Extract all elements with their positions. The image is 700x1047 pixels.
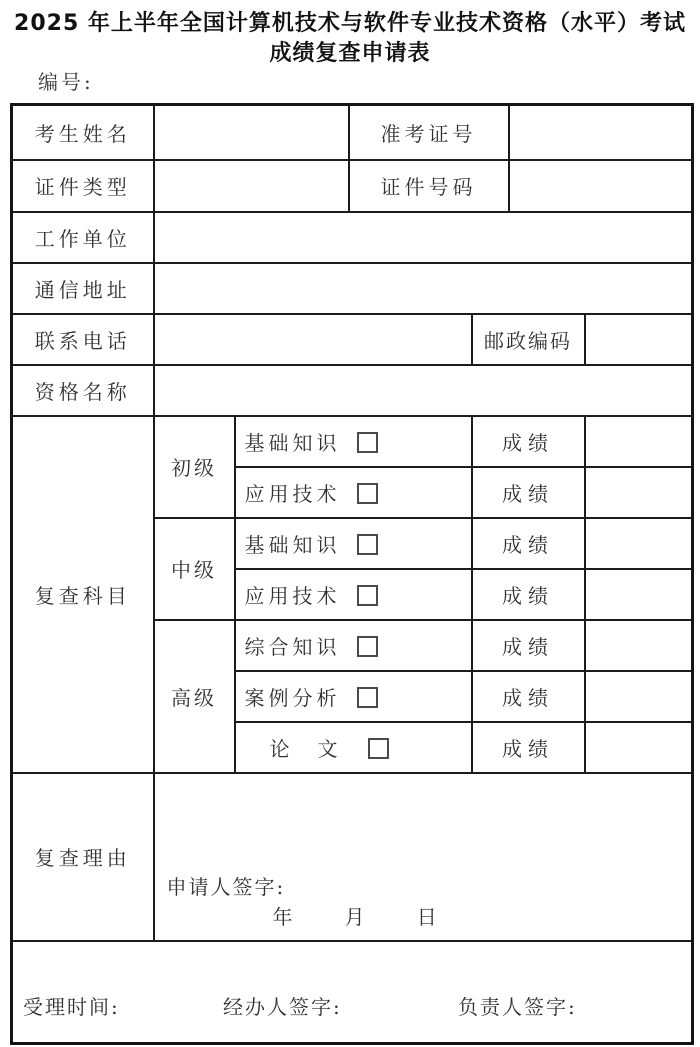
mailing-address-label: 通信地址 <box>12 263 154 314</box>
candidate-name-label: 考生姓名 <box>12 105 154 160</box>
table-row <box>12 160 693 212</box>
subject-senior-thesis <box>235 722 472 773</box>
checkbox-senior-thesis[interactable] <box>368 738 389 759</box>
score-field-junior-applied[interactable] <box>585 467 693 518</box>
subject-junior-applied-label: 应用技术 <box>244 481 341 506</box>
checkbox-intermediate-basic-knowledge[interactable] <box>357 534 378 555</box>
handler-signature-label: 经办人签字: <box>223 995 342 1019</box>
table-row <box>12 365 693 416</box>
score-field-intermediate-basic[interactable] <box>585 518 693 569</box>
table-row <box>12 212 693 263</box>
subject-senior-case-label: 案例分析 <box>244 685 341 710</box>
score-label: 成绩 <box>472 671 585 722</box>
score-label: 成绩 <box>472 569 585 620</box>
score-field-senior-thesis[interactable] <box>585 722 693 773</box>
id-type-field[interactable] <box>154 160 349 212</box>
score-field-intermediate-applied[interactable] <box>585 569 693 620</box>
manager-signature-label: 负责人签字: <box>458 995 577 1019</box>
subject-junior-basic <box>235 416 472 467</box>
score-field-senior-case[interactable] <box>585 671 693 722</box>
level-senior-label: 高级 <box>154 620 235 773</box>
score-label: 成绩 <box>472 467 585 518</box>
checkbox-senior-case-analysis[interactable] <box>357 687 378 708</box>
footer-cell <box>12 941 693 1044</box>
subject-intermediate-basic-label: 基础知识 <box>244 532 341 557</box>
checkbox-junior-applied-technology[interactable] <box>357 483 378 504</box>
qualification-name-label: 资格名称 <box>12 365 154 416</box>
checkbox-intermediate-applied-technology[interactable] <box>357 585 378 606</box>
subject-intermediate-basic <box>235 518 472 569</box>
subject-intermediate-applied-label: 应用技术 <box>244 583 341 608</box>
work-unit-field[interactable] <box>154 212 693 263</box>
subject-senior-comprehensive-label: 综合知识 <box>244 634 341 659</box>
review-subjects-label: 复查科目 <box>12 416 154 773</box>
review-reason-label: 复查理由 <box>12 773 154 941</box>
id-number-field[interactable] <box>509 160 693 212</box>
table-row <box>12 416 693 467</box>
score-label: 成绩 <box>472 722 585 773</box>
table-row <box>12 314 693 365</box>
mailing-address-field[interactable] <box>154 263 693 314</box>
applicant-signature-label: 申请人签字: <box>166 874 286 899</box>
table-row <box>12 105 693 160</box>
footer-row <box>12 941 693 1044</box>
contact-phone-field[interactable] <box>154 314 472 365</box>
review-reason-field[interactable] <box>154 773 693 941</box>
checkbox-senior-comprehensive-knowledge[interactable] <box>357 636 378 657</box>
subject-intermediate-applied <box>235 569 472 620</box>
date-blank-line: 年 月 日 <box>272 904 439 929</box>
contact-phone-label: 联系电话 <box>12 314 154 365</box>
application-form-table <box>10 103 694 1045</box>
subject-senior-comprehensive <box>235 620 472 671</box>
acceptance-time-label: 受理时间: <box>23 995 120 1019</box>
form-title-line1: 2025 年上半年全国计算机技术与软件专业技术资格（水平）考试 <box>14 11 686 36</box>
postal-code-field[interactable] <box>585 314 693 365</box>
score-label: 成绩 <box>472 620 585 671</box>
table-row <box>12 773 693 941</box>
id-number-label: 证件号码 <box>349 160 509 212</box>
subject-senior-thesis-label: 论 文 <box>269 736 342 761</box>
checkbox-junior-basic-knowledge[interactable] <box>357 432 378 453</box>
score-label: 成绩 <box>472 518 585 569</box>
form-number-label: 编号: <box>38 70 94 94</box>
subject-junior-basic-label: 基础知识 <box>244 430 341 455</box>
table-row <box>12 263 693 314</box>
subject-junior-applied <box>235 467 472 518</box>
candidate-name-field[interactable] <box>154 105 349 160</box>
score-field-junior-basic[interactable] <box>585 416 693 467</box>
qualification-name-field[interactable] <box>154 365 693 416</box>
score-label: 成绩 <box>472 416 585 467</box>
subject-senior-case <box>235 671 472 722</box>
id-type-label: 证件类型 <box>12 160 154 212</box>
postal-code-label: 邮政编码 <box>472 314 585 365</box>
form-title-line2: 成绩复查申请表 <box>269 41 431 66</box>
level-junior-label: 初级 <box>154 416 235 518</box>
level-intermediate-label: 中级 <box>154 518 235 620</box>
admission-ticket-field[interactable] <box>509 105 693 160</box>
work-unit-label: 工作单位 <box>12 212 154 263</box>
admission-ticket-label: 准考证号 <box>349 105 509 160</box>
score-field-senior-comprehensive[interactable] <box>585 620 693 671</box>
